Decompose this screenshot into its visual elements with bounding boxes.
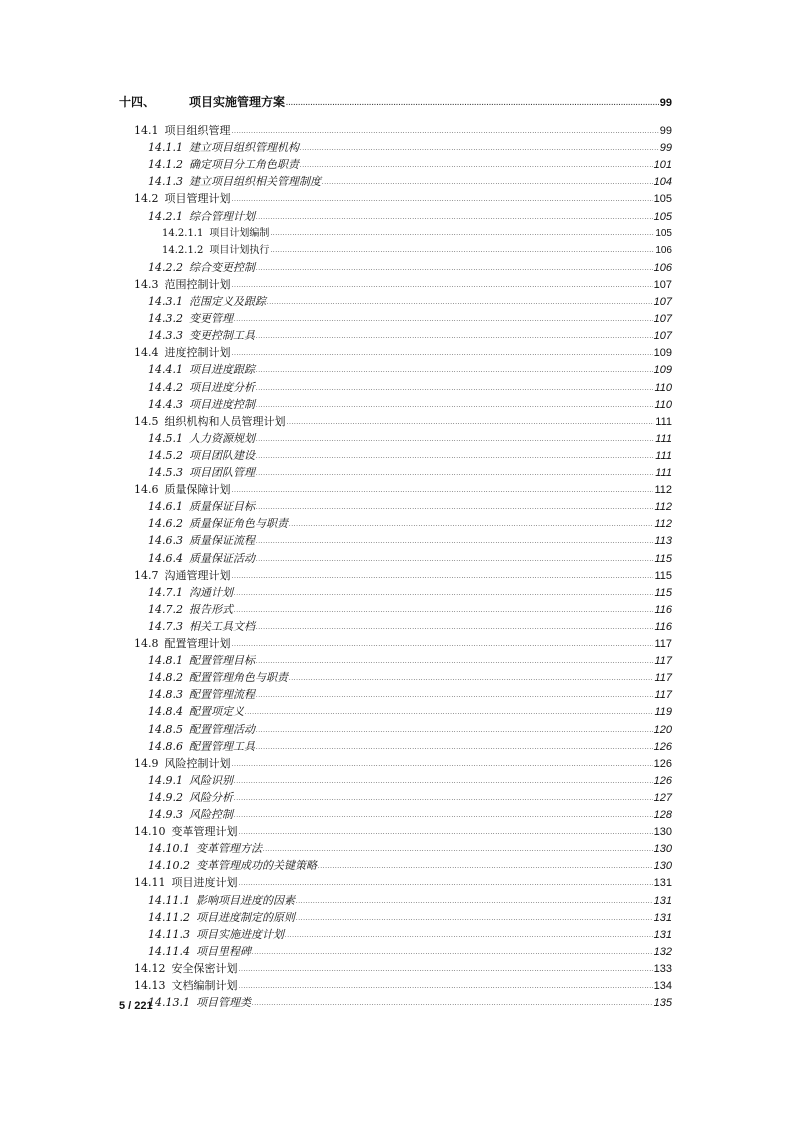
toc-dot-leader [256, 687, 653, 704]
toc-entry-title: 风险识别 [189, 773, 233, 787]
toc-entry-title: 影响项目进度的因素 [196, 893, 295, 907]
toc-dot-leader [232, 123, 659, 140]
toc-entry-page: 111 [655, 415, 672, 428]
toc-entry[interactable] [148, 208, 672, 225]
toc-dot-leader [256, 209, 653, 226]
toc-dot-leader [256, 362, 653, 379]
toc-entry-number: 14.3.1 [148, 295, 183, 308]
toc-entry[interactable] [148, 396, 672, 413]
toc-entry-page: 99 [659, 125, 672, 137]
toc-entry-title: 配置管理角色与职责 [189, 671, 288, 685]
toc-entry-title: 配置管理活动 [189, 722, 255, 736]
toc-entry-page: 133 [653, 962, 672, 975]
toc-entry-number: 14.6.1 [148, 500, 183, 514]
toc-dot-leader [256, 499, 653, 516]
toc-dot-leader [289, 516, 653, 533]
toc-entry-title: 沟通计划 [189, 585, 233, 599]
toc-entry-number: 14.11.2 [148, 910, 190, 924]
toc-entry-page: 126 [653, 774, 672, 787]
toc-entry-number: 14.8.2 [148, 671, 183, 685]
toc-dot-leader [256, 465, 654, 482]
toc-entry-page: 126 [653, 757, 672, 770]
page-number: 5 / 221 [119, 1000, 153, 1012]
toc-entry[interactable] [148, 550, 672, 567]
toc-entry-page: 113 [654, 535, 672, 548]
toc-entry[interactable] [148, 840, 672, 857]
toc-dot-leader [287, 414, 655, 431]
toc-entry-title: 项目计划执行 [209, 244, 270, 256]
toc-entry[interactable] [148, 857, 672, 874]
toc-entry-number: 14.1.2 [148, 158, 183, 172]
toc-dot-leader [300, 140, 659, 157]
toc-entry-page: 115 [654, 552, 672, 565]
toc-dot-leader [256, 653, 653, 670]
toc-entry-page: 117 [654, 655, 672, 668]
toc-entry-page: 117 [654, 638, 672, 650]
toc-entry-number: 14.7.1 [148, 585, 183, 599]
toc-entry-page: 105 [655, 227, 672, 239]
toc-entry-title: 变更控制工具 [189, 329, 255, 343]
toc-entry-number: 14.1.3 [148, 175, 183, 189]
toc-entry-page: 131 [653, 877, 672, 890]
toc-entry-title: 质量保证目标 [189, 500, 255, 514]
toc-dot-leader [270, 225, 654, 242]
toc-entry-page: 110 [654, 381, 672, 394]
toc-dot-leader [256, 260, 653, 277]
toc-entry-number: 14.6.2 [148, 517, 183, 531]
toc-entry-number: 14.11.1 [148, 893, 190, 907]
toc-entry[interactable] [119, 94, 672, 111]
toc-entry-page: 127 [653, 791, 672, 804]
toc-entry-title: 项目管理类 [196, 996, 251, 1010]
toc-dot-leader [232, 277, 653, 294]
toc-entry-title: 配置管理工具 [189, 739, 255, 753]
toc-entry-page: 104 [653, 176, 672, 189]
toc-entry-title: 风险控制 [189, 808, 233, 821]
toc-entry-page: 116 [654, 603, 672, 616]
toc-entry[interactable] [148, 498, 672, 515]
toc-dot-leader [256, 533, 653, 550]
toc-entry-title: 项目进度计划 [171, 876, 238, 890]
toc-dot-leader [256, 380, 653, 397]
toc-entry-number: 14.6 [134, 483, 159, 497]
toc-entry-title: 配置项定义 [189, 705, 244, 719]
toc-entry-page: 112 [654, 501, 672, 514]
toc-entry-page: 117 [654, 672, 672, 685]
toc-entry[interactable] [134, 122, 672, 139]
toc-entry[interactable] [134, 481, 672, 498]
toc-entry-title: 变革管理方法 [196, 842, 262, 856]
toc-dot-leader [256, 448, 654, 465]
toc-entry[interactable] [148, 584, 672, 601]
toc-entry-title: 风险分析 [189, 790, 233, 804]
toc-entry-number: 14.11 [134, 876, 166, 890]
toc-entry-number: 14.1.1 [148, 141, 183, 155]
toc-entry[interactable] [148, 327, 672, 344]
toc-entry-number: 14.13.1 [148, 996, 190, 1010]
toc-dot-leader [322, 174, 653, 191]
toc-entry-page: 112 [654, 518, 672, 531]
toc-entry-number: 14.4.1 [148, 363, 183, 377]
toc-entry[interactable] [134, 755, 672, 772]
toc-entry-number: 14.8.5 [148, 722, 183, 736]
toc-entry-page: 116 [654, 620, 672, 633]
toc-entry-title: 质量保证流程 [189, 534, 255, 548]
toc-dot-leader [245, 704, 653, 721]
toc-dot-leader [256, 431, 654, 448]
toc-dot-leader [232, 191, 653, 208]
toc-entry-number: 14.3 [134, 277, 159, 291]
toc-dot-leader [256, 739, 653, 756]
toc-entry-number: 14.2.2 [148, 260, 183, 274]
toc-entry-page: 115 [654, 569, 672, 582]
toc-entry-number: 14.4 [134, 346, 159, 360]
toc-entry-title: 风险控制计划 [164, 756, 231, 770]
toc-dot-leader [270, 242, 654, 259]
toc-entry-page: 120 [653, 723, 672, 736]
toc-dot-leader [234, 602, 653, 619]
toc-entry-title: 配置管理目标 [189, 654, 255, 668]
toc-dot-leader [296, 910, 653, 927]
toc-entry-number: 14.2.1.1 [162, 227, 204, 239]
toc-entry-title: 确定项目分工角色职责 [189, 158, 299, 172]
toc-entry-page: 111 [655, 432, 672, 445]
toc-entry-number: 14.2.1 [148, 209, 183, 223]
toc-dot-leader [232, 482, 654, 499]
toc-entry[interactable] [134, 874, 672, 891]
toc-entry-number: 14.9 [134, 756, 159, 770]
toc-entry-title: 变革管理计划 [171, 825, 238, 839]
toc-dot-leader [285, 927, 653, 944]
toc-entry-title: 建立项目组织相关管理制度 [189, 175, 321, 189]
toc-entry-number: 14.12 [134, 961, 166, 975]
toc-entry-number: 14.1 [134, 124, 159, 137]
toc-entry-page: 111 [655, 467, 672, 479]
toc-entry-title: 项目团队管理 [189, 466, 255, 479]
toc-entry-number: 14.10 [134, 825, 166, 839]
toc-entry[interactable] [162, 225, 672, 242]
toc-entry[interactable] [148, 806, 672, 823]
toc-entry-title: 配置管理计划 [164, 637, 231, 650]
toc-entry-number: 14.8.1 [148, 654, 183, 668]
toc-entry-number: 14.2 [134, 192, 159, 206]
toc-entry-page: 131 [653, 911, 672, 924]
toc-entry-title: 范围控制计划 [164, 277, 231, 291]
toc-entry-title: 综合变更控制 [189, 260, 255, 274]
toc-entry[interactable] [148, 259, 672, 276]
toc-entry-number: 14.8.6 [148, 739, 183, 753]
toc-entry-title: 项目组织管理 [164, 124, 231, 137]
toc-entry-page: 110 [654, 398, 672, 411]
toc-entry-title: 报告形式 [189, 602, 233, 616]
toc-entry-page: 101 [653, 159, 672, 172]
toc-entry-page: 107 [653, 330, 672, 343]
toc-dot-leader [318, 858, 653, 875]
toc-entry-number: 14.10.1 [148, 842, 190, 856]
toc-entry-title: 综合管理计划 [189, 209, 255, 223]
toc-entry[interactable] [148, 430, 672, 447]
toc-entry-page: 106 [655, 244, 672, 256]
toc-dot-leader [234, 790, 653, 807]
toc-entry-title: 进度控制计划 [164, 346, 231, 360]
toc-dot-leader [234, 585, 653, 602]
toc-entry[interactable] [148, 703, 672, 720]
toc-entry-number: 14.9.3 [148, 808, 183, 821]
toc-entry[interactable] [148, 909, 672, 926]
toc-dot-leader [232, 568, 654, 585]
toc-entry-number: 14.2.1.2 [162, 244, 204, 256]
toc-entry-title: 项目实施进度计划 [196, 927, 284, 941]
toc-dot-leader [252, 944, 653, 961]
toc-entry-title: 项目里程碑 [196, 944, 251, 958]
toc-dot-leader [234, 311, 653, 328]
toc-entry-title: 沟通管理计划 [164, 568, 231, 582]
toc-entry[interactable] [148, 447, 672, 464]
toc-entry-number: 14.4.3 [148, 397, 183, 411]
toc-entry-title: 项目实施管理方案 [189, 95, 286, 109]
toc-dot-leader [289, 670, 653, 687]
toc-entry-page: 131 [653, 928, 672, 941]
toc-entry-number: 14.4.2 [148, 380, 183, 394]
toc-entry-page: 99 [659, 97, 672, 109]
toc-entry[interactable] [148, 738, 672, 755]
toc-entry[interactable] [148, 618, 672, 635]
toc-entry[interactable] [148, 943, 672, 960]
toc-entry[interactable] [148, 156, 672, 173]
toc-entry-title: 项目进度制定的原则 [196, 910, 295, 924]
toc-entry-number: 十四、 [119, 95, 156, 109]
toc-entry-title: 项目计划编制 [209, 227, 270, 239]
toc-entry-number: 14.5.3 [148, 466, 183, 479]
toc-entry-page: 130 [653, 826, 672, 839]
toc-entry[interactable] [148, 464, 672, 481]
toc-dot-leader [239, 961, 653, 978]
toc-entry-page: 105 [653, 193, 672, 206]
toc-entry-title: 配置管理流程 [189, 688, 255, 702]
toc-entry-page: 109 [653, 347, 672, 360]
toc-dot-leader [234, 773, 653, 790]
toc-entry-number: 14.9.2 [148, 790, 183, 804]
toc-entry[interactable] [148, 994, 672, 1011]
toc-entry-page: 134 [653, 980, 672, 992]
toc-dot-leader [232, 756, 653, 773]
toc-dot-leader [300, 157, 653, 174]
toc-entry-page: 126 [653, 740, 672, 753]
toc-entry-number: 14.3.2 [148, 312, 183, 326]
toc-entry-title: 相关工具文档 [189, 619, 255, 633]
toc-dot-leader [239, 875, 653, 892]
toc-entry-title: 项目管理计划 [164, 192, 231, 206]
toc-dot-leader [256, 328, 653, 345]
toc-entry-number: 14.8.4 [148, 705, 183, 719]
toc-entry-title: 质量保证角色与职责 [189, 517, 288, 531]
toc-entry[interactable] [148, 310, 672, 327]
toc-entry[interactable] [148, 532, 672, 549]
toc-entry-number: 14.7.3 [148, 619, 183, 633]
toc-entry-number: 14.6.3 [148, 534, 183, 548]
toc-dot-leader [256, 551, 653, 568]
toc-entry[interactable] [134, 190, 672, 207]
toc-entry[interactable] [148, 379, 672, 396]
toc-entry-page: 106 [653, 261, 672, 274]
toc-entry-page: 107 [653, 278, 672, 291]
toc-dot-leader [256, 397, 653, 414]
toc-entry[interactable] [134, 977, 672, 994]
toc-entry[interactable] [148, 721, 672, 738]
toc-entry-title: 项目进度分析 [189, 380, 255, 394]
toc-dot-leader [239, 824, 653, 841]
toc-entry[interactable] [148, 772, 672, 789]
toc-dot-leader [252, 995, 653, 1012]
toc-entry-number: 14.6.4 [148, 551, 183, 565]
toc-entry-page: 117 [654, 689, 672, 702]
toc-entry-page: 130 [653, 843, 672, 856]
toc-entry-title: 安全保密计划 [171, 961, 238, 975]
toc-entry-page: 107 [653, 313, 672, 326]
toc-entry[interactable] [148, 686, 672, 703]
toc-entry-page: 105 [653, 210, 672, 223]
toc-entry-number: 14.8.3 [148, 688, 183, 702]
toc-entry-page: 119 [654, 706, 672, 719]
toc-entry-number: 14.5.2 [148, 448, 183, 462]
toc-entry-page: 109 [653, 364, 672, 377]
toc-entry-number: 14.3.3 [148, 329, 183, 343]
toc-entry-title: 变更管理 [189, 312, 233, 326]
toc-entry-title: 人力资源规划 [189, 431, 255, 445]
toc-entry-title: 建立项目组织管理机构 [189, 141, 299, 155]
toc-entry-page: 115 [654, 586, 672, 599]
toc-entry[interactable] [148, 139, 672, 156]
toc-entry[interactable] [148, 669, 672, 686]
toc-dot-leader [286, 95, 659, 112]
toc-entry[interactable] [134, 823, 672, 840]
toc-entry[interactable] [148, 892, 672, 909]
toc-entry-title: 项目团队建设 [189, 448, 255, 462]
toc-entry-number: 14.10.2 [148, 859, 190, 873]
toc-entry-number: 14.11.4 [148, 944, 190, 958]
toc-entry-title: 项目进度控制 [189, 397, 255, 411]
toc-entry-number: 14.13 [134, 979, 166, 992]
toc-entry-page: 130 [653, 860, 672, 873]
toc-entry-title: 文档编制计划 [171, 979, 238, 992]
toc-entry-title: 项目进度跟踪 [189, 363, 255, 377]
toc-entry[interactable] [148, 789, 672, 806]
toc-dot-leader [232, 636, 654, 653]
toc-entry-number: 14.8 [134, 637, 159, 650]
toc-entry-number: 14.9.1 [148, 773, 183, 787]
toc-entry-title: 质量保障计划 [164, 483, 231, 497]
toc-dot-leader [256, 722, 653, 739]
toc-entry-number: 14.11.3 [148, 927, 190, 941]
toc-dot-leader [239, 978, 653, 995]
toc-entry[interactable] [134, 567, 672, 584]
toc-entry[interactable] [134, 276, 672, 293]
toc-dot-leader [256, 619, 653, 636]
toc-dot-leader [232, 345, 653, 362]
toc-entry[interactable] [134, 344, 672, 361]
toc-dot-leader [234, 807, 653, 824]
toc-entry-page: 99 [659, 142, 672, 155]
toc-entry[interactable] [148, 361, 672, 378]
toc-entry-number: 14.7.2 [148, 602, 183, 616]
toc-entry[interactable] [134, 413, 672, 430]
toc-entry[interactable] [134, 960, 672, 977]
toc-entry-page: 111 [655, 449, 672, 462]
toc-entry[interactable] [148, 293, 672, 310]
toc-entry[interactable] [148, 601, 672, 618]
toc-entry-page: 132 [653, 945, 672, 958]
toc-entry-page: 135 [653, 997, 672, 1010]
toc-entry-number: 14.7 [134, 568, 159, 582]
toc-dot-leader [296, 893, 653, 910]
toc-entry-title: 质量保证活动 [189, 551, 255, 565]
toc-entry-page: 131 [653, 894, 672, 907]
toc-entry-number: 14.5 [134, 414, 159, 428]
toc-entry[interactable] [148, 652, 672, 669]
toc-entry[interactable] [148, 926, 672, 943]
toc-entry-title: 范围定义及跟踪 [189, 295, 266, 308]
toc-entry-number: 14.5.1 [148, 431, 183, 445]
toc-entry-page: 128 [653, 809, 672, 821]
toc-entry-page: 112 [654, 484, 672, 497]
toc-entry[interactable] [148, 515, 672, 532]
toc-dot-leader [267, 294, 653, 311]
toc-dot-leader [263, 841, 653, 858]
toc-entry[interactable] [162, 242, 672, 259]
toc-entry[interactable] [134, 635, 672, 652]
toc-entry-title: 组织机构和人员管理计划 [164, 414, 286, 428]
toc-entry-title: 变革管理成功的关键策略 [196, 859, 317, 873]
toc-entry-page: 107 [653, 296, 672, 308]
toc-entry[interactable] [148, 173, 672, 190]
